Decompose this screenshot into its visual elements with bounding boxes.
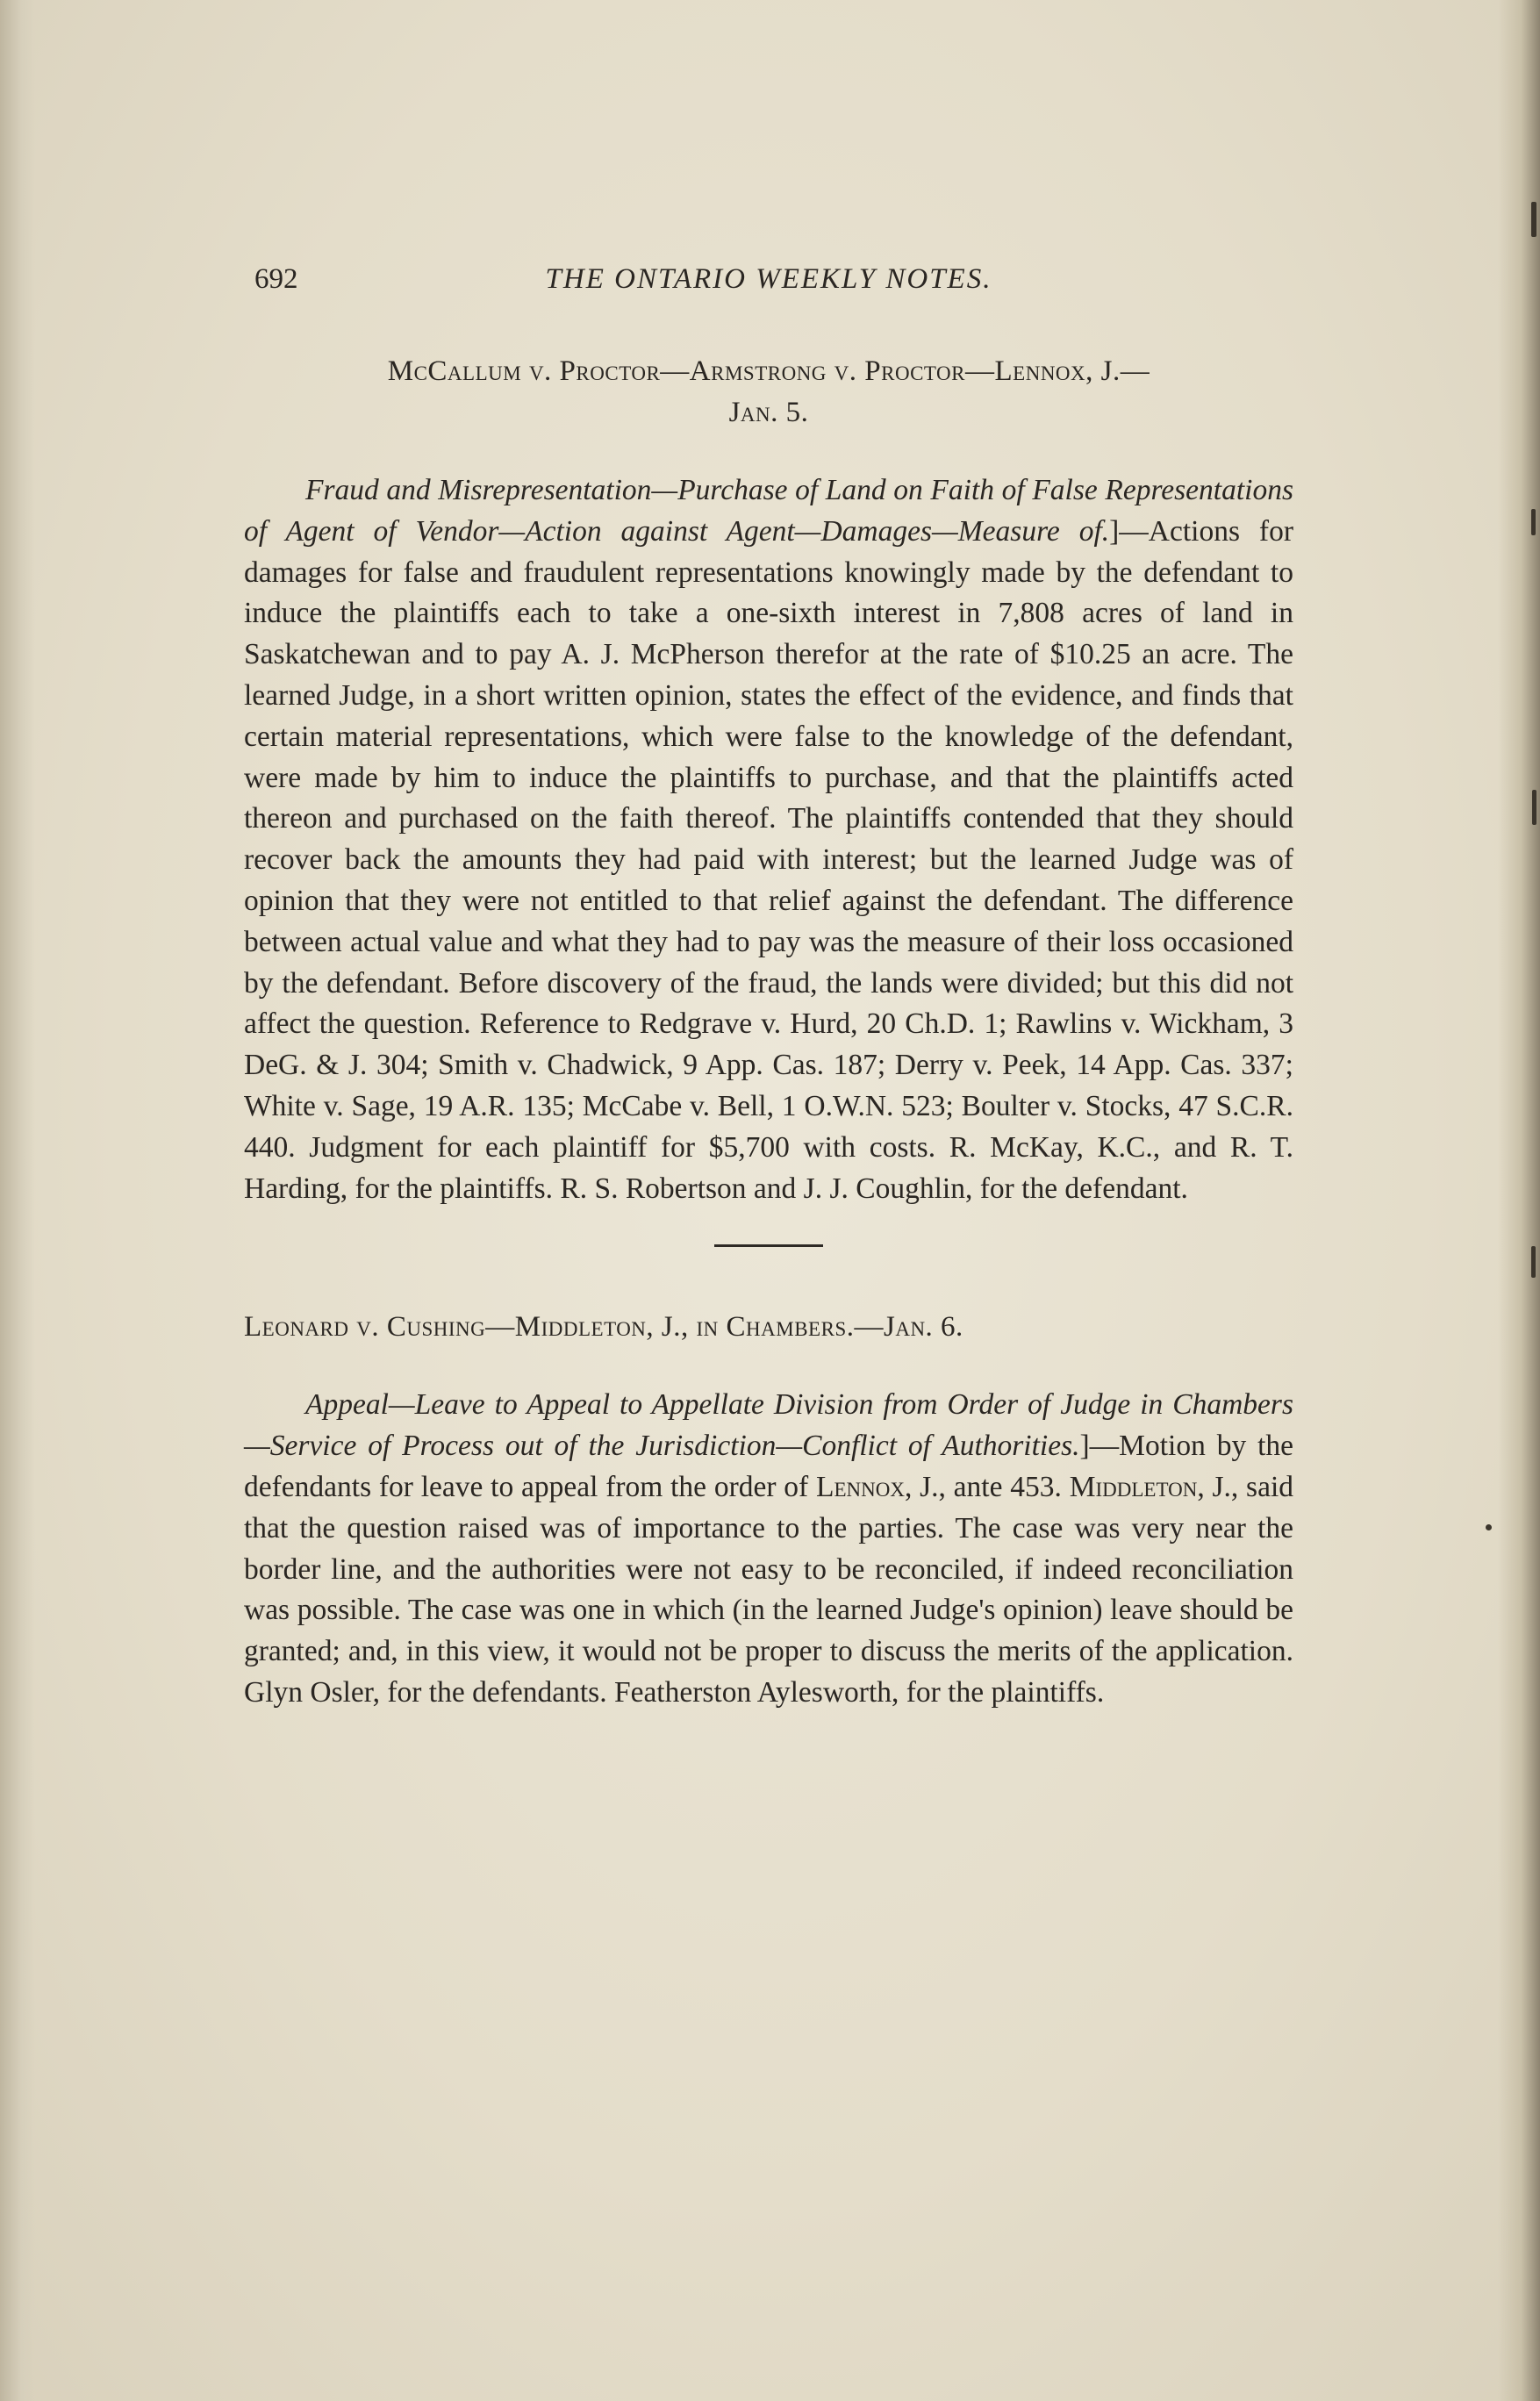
running-title: THE ONTARIO WEEKLY NOTES. <box>545 263 992 295</box>
headnote: Fraud and Misrepresentation—Purchase of Land on Faith of False Representations of Agent of Vendor—Action against Agent—Damages—Measure of. <box>244 474 1293 548</box>
case-title-line-1: Leonard v. Cushing—Middleton, J., in Chambers.—Jan. 6. <box>244 1311 963 1344</box>
case-title <box>253 351 1285 434</box>
case-title-line-1: McCallum v. Proctor—Armstrong v. Proctor—Lennox, J.— <box>387 355 1150 387</box>
report-text: ]—Motion by the defendants for leave to appeal from the order of <box>244 1430 1293 1503</box>
report-text: , J., ante 453. <box>904 1470 1070 1503</box>
report-text: ]—Actions for damages for false and fraudulent representations knowingly made by the defendant to induce the plaintiffs each to take a one-sixth interest in 7,808 acres of land in Saskatchewan and to pay A. J. McPherson therefor at the rate of $10.25 an acre. The learned Judge, in a short written opinion, states the effect of the evidence, and finds that certain material representations, which were false to the knowledge of the defendant, were made by him to induce the plaintiffs to purchase, and that the plaintiffs acted thereon and purchased on the faith thereof. The plaintiffs contended that they should recover back the amounts they had paid with interest; but the learned Judge was of opinion that they were not entitled to that relief against the defendant. The difference between actual value and what they had to pay was the measure of their loss occasioned by the defendant. Before discovery of the fraud, the lands were divided; but this did not affect the question. Reference to Redgrave v. Hurd, 20 Ch.D. 1; Rawlins v. Wickham, 3 DeG. & J. 304; Smith v. Chadwick, 9 App. Cas. 187; Derry v. Peek, 14 App. Cas. 337; White v. Sage, 19 A.R. 135; McCabe v. Bell, 1 O.W.N. 523; Boulter v. Stocks, 47 S.C.R. 440. Judgment for each plaintiff for $5,700 with costs. R. McKay, K.C., and R. T. Harding, for the plaintiffs. R. S. Robertson and J. J. Coughlin, for the defendant. <box>244 514 1293 1205</box>
ink-dot <box>1486 1524 1492 1530</box>
judge-name: Lennox <box>816 1470 905 1503</box>
page-number: 692 <box>254 263 298 295</box>
section-divider <box>714 1244 823 1247</box>
edge-speck <box>1531 202 1536 237</box>
binding-gutter <box>0 0 35 2401</box>
page-edge <box>1498 0 1540 2401</box>
case-title <box>244 1307 1293 1348</box>
case-title-line-2: Jan. 5. <box>728 397 809 428</box>
case-report <box>244 470 1293 1209</box>
case-report <box>244 1385 1293 1713</box>
page-header <box>244 263 1293 307</box>
edge-speck <box>1532 790 1536 825</box>
headnote: Appeal—Leave to Appeal to Appellate Division from Order of Judge in Chambers—Service of Process out of the Jurisdiction—Conflict of Authorities. <box>244 1388 1293 1463</box>
edge-speck <box>1531 509 1536 535</box>
page-content <box>244 263 1293 1714</box>
report-text: , J., said that the question raised was of importance to the parties. The case was very near the border line, and the authorities were not easy to be reconciled, if indeed reconciliation was possible. The case was one in which (in the learned Judge's opinion) leave should be granted; and, in this view, it would not be proper to discuss the merits of the application. Glyn Osler, for the defendants. Featherston Aylesworth, for the plaintiffs. <box>244 1470 1294 1709</box>
edge-speck <box>1531 1246 1536 1278</box>
judge-name: Middleton <box>1069 1470 1198 1503</box>
